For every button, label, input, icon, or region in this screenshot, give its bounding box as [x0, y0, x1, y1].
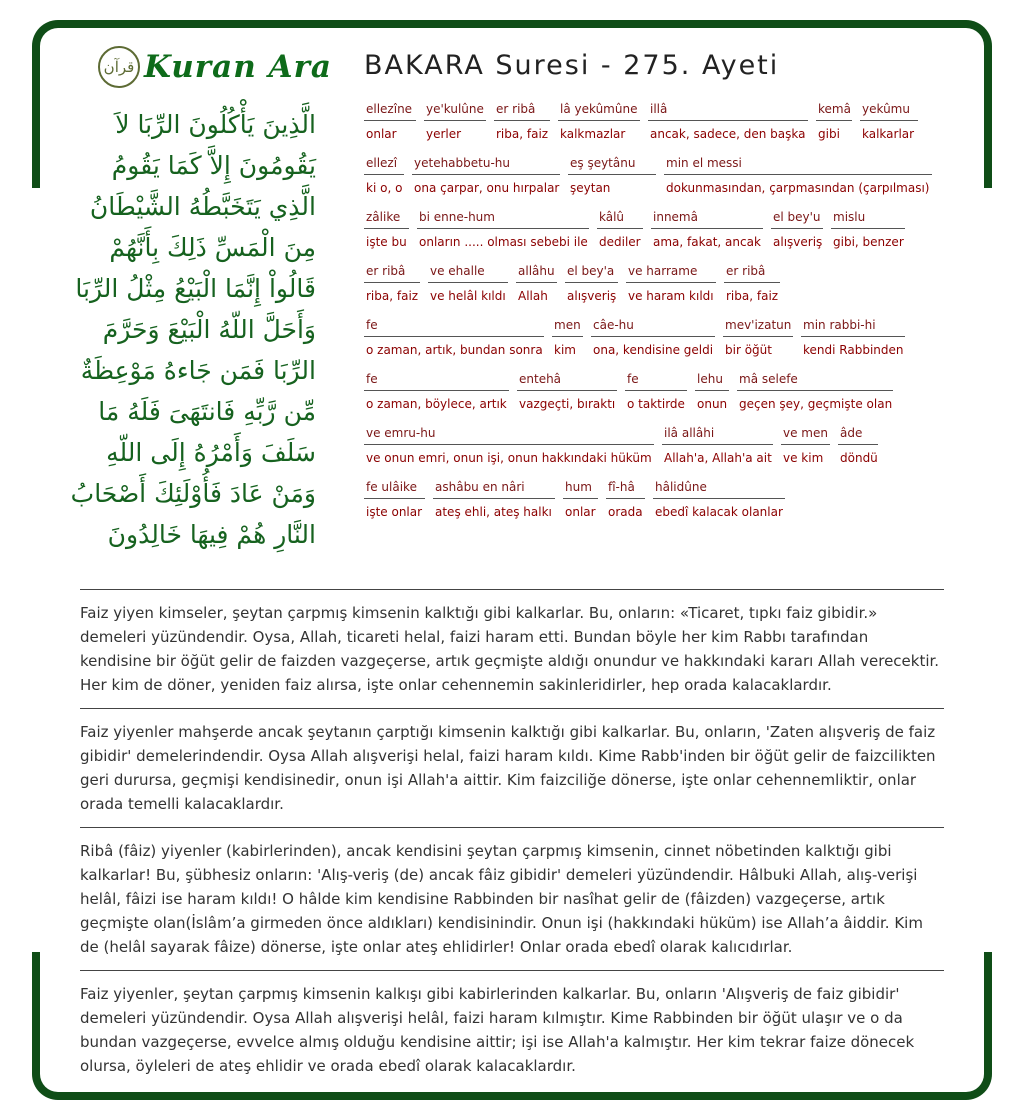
word-item[interactable]	[648, 100, 808, 141]
arabic-line: وَأَحَلَّ اللّهُ الْبَيْعَ وَحَرَّمَ	[102, 315, 316, 344]
word-meaning: işte onlar	[366, 505, 423, 519]
word-transliteration: ye'kulûne	[424, 100, 486, 121]
word-transliteration: min el messi	[664, 154, 932, 175]
word-meaning: alışveriş	[567, 289, 617, 303]
arabic-line: وَمَنْ عَادَ فَأُوْلَئِكَ أَصْحَابُ	[70, 479, 316, 508]
word-meaning: kendi Rabbinden	[803, 343, 904, 357]
word-item[interactable]	[558, 100, 640, 141]
word-transliteration: lâ yekûmûne	[558, 100, 640, 121]
word-transliteration: zâlike	[364, 208, 409, 229]
word-transliteration: fî-hâ	[606, 478, 645, 499]
word-item[interactable]	[412, 154, 560, 195]
word-item[interactable]	[364, 208, 409, 249]
word-meaning: Allah	[518, 289, 548, 303]
word-meaning: ve helâl kıldı	[430, 289, 506, 303]
arabic-line: الَّذِي يَتَخَبَّطُهُ الشَّيْطَانُ	[89, 192, 316, 221]
word-row	[364, 478, 964, 519]
word-transliteration: kâlû	[597, 208, 643, 229]
arabic-line: الَّذِينَ يَأْكُلُونَ الرِّبَا لاَ	[115, 110, 316, 139]
word-transliteration: er ribâ	[364, 262, 420, 283]
word-item[interactable]	[364, 262, 420, 303]
word-transliteration: ve men	[781, 424, 830, 445]
arabic-line: قَالُواْ إِنَّمَا الْبَيْعُ مِثْلُ الرِّبَا	[75, 274, 316, 303]
word-transliteration: ve harrame	[626, 262, 716, 283]
word-meaning: ona, kendisine geldi	[593, 343, 714, 357]
word-item[interactable]	[364, 370, 509, 411]
word-meaning: ateş ehli, ateş halkı	[435, 505, 552, 519]
word-meaning: ancak, sadece, den başka	[650, 127, 806, 141]
word-item[interactable]	[662, 424, 773, 465]
word-transliteration: mâ selefe	[737, 370, 893, 391]
arabic-line: مِنَ الْمَسِّ ذَلِكَ بِأَنَّهُمْ	[109, 233, 316, 262]
word-item[interactable]	[517, 370, 617, 411]
arabic-line: يَقُومُونَ إِلاَّ كَمَا يَقُومُ	[111, 151, 316, 180]
word-transliteration: ve emru-hu	[364, 424, 654, 445]
word-meaning: onlar	[565, 505, 596, 519]
word-transliteration: hâlidûne	[653, 478, 785, 499]
word-row	[364, 424, 964, 465]
word-row	[364, 316, 964, 357]
word-transliteration: kemâ	[816, 100, 852, 121]
word-meaning: bir öğüt	[725, 343, 772, 357]
word-transliteration: allâhu	[516, 262, 557, 283]
word-meaning: vazgeçti, bıraktı	[519, 397, 616, 411]
word-meaning: ama, fakat, ancak	[653, 235, 761, 249]
word-item[interactable]	[552, 316, 583, 357]
word-item[interactable]	[364, 424, 654, 465]
word-item[interactable]	[568, 154, 656, 195]
word-meaning: riba, faiz	[366, 289, 419, 303]
word-transliteration: men	[552, 316, 583, 337]
word-meaning: şeytan	[570, 181, 611, 195]
word-item[interactable]	[626, 262, 716, 303]
word-transliteration: bi enne-hum	[417, 208, 589, 229]
quran-seal-icon: قرآن	[98, 46, 140, 88]
word-meaning: işte bu	[366, 235, 407, 249]
word-transliteration: fe	[364, 370, 509, 391]
word-meaning: kalkmazlar	[560, 127, 626, 141]
word-transliteration: câe-hu	[591, 316, 715, 337]
word-meaning: alışveriş	[773, 235, 823, 249]
word-meaning: o taktirde	[627, 397, 685, 411]
translation-paragraph: Faiz yiyenler, şeytan çarpmış kimsenin kalkışı gibi kabirlerinden kalkarlar. Bu, onların 'Alışveriş de faiz gibidir' demeleri yüzündendir. Oysa Allah alışverişi helâl, faizi haram kılmıştır. Kime Rabbinden bir öğüt ulaşır ve o da bundan vazgeçerse, evvelce almış olduğu kendisine aittir; işi ise Allah'a kalmıştır. Her kim tekrar faize dönecek olursa, öyleleri de ateş ehlidir ve orada ebedî olarak kalacaklardır.	[80, 970, 944, 1089]
word-row	[364, 100, 964, 141]
word-item[interactable]	[860, 100, 918, 141]
word-meaning: ve haram kıldı	[628, 289, 714, 303]
word-meaning: orada	[608, 505, 643, 519]
word-meaning: kalkarlar	[862, 127, 915, 141]
translation-paragraph: Ribâ (fâiz) yiyenler (kabirlerinden), ancak kendisini şeytan çarpmış kimsenin, cinnet nöbetinden kalktığı gibi kalkarlar! Bu, şübhesiz onların: 'Alış-veriş (de) ancak fâiz gibidir' demeleri yüzündendir. Hâlbuki Allah, alış-verişi helâl, fâizi ise haram kıldı! O hâlde kim kendisine Rabbinden bir nasîhat gelir de (fâizden) vazgeçerse, artık geçmişte olan(İslâm’a girmeden önce aldıkları) kendisinindir. Onun işi (hakkındaki hüküm) ise Allah’a âiddir. Kim de (helâl sayarak fâize) dönerse, işte onlar ateş ehlidirler! Onlar orada ebedî olarak kalıcıdırlar.	[80, 827, 944, 970]
word-by-word-meanings	[364, 100, 964, 532]
word-item[interactable]	[591, 316, 715, 357]
word-meaning: dediler	[599, 235, 641, 249]
word-item[interactable]	[838, 424, 878, 465]
word-meaning: kim	[554, 343, 576, 357]
translations-list	[80, 589, 944, 1089]
word-transliteration: er ribâ	[494, 100, 550, 121]
word-meaning: ebedî kalacak olanlar	[655, 505, 783, 519]
word-transliteration: min rabbi-hi	[801, 316, 905, 337]
word-meaning: riba, faiz	[496, 127, 549, 141]
word-item[interactable]	[781, 424, 830, 465]
word-transliteration: fe	[364, 316, 544, 337]
word-meaning: onun	[697, 397, 728, 411]
logo-text: Kuran Ara	[144, 49, 333, 85]
site-logo[interactable]	[98, 46, 332, 88]
word-item[interactable]	[433, 478, 555, 519]
word-transliteration: yekûmu	[860, 100, 918, 121]
word-item[interactable]	[771, 208, 823, 249]
word-transliteration: eş şeytânu	[568, 154, 656, 175]
word-item[interactable]	[737, 370, 893, 411]
word-meaning: ona çarpar, onu hırpalar	[414, 181, 560, 195]
word-meaning: Allah'a, Allah'a ait	[664, 451, 772, 465]
word-item[interactable]	[364, 154, 404, 195]
word-row	[364, 208, 964, 249]
arabic-line: الرِّبَا فَمَن جَاءهُ مَوْعِظَةٌ	[80, 356, 316, 385]
word-transliteration: hum	[563, 478, 598, 499]
word-item[interactable]	[801, 316, 905, 357]
word-meaning: gibi	[818, 127, 840, 141]
word-transliteration: ellezîne	[364, 100, 416, 121]
word-row	[364, 370, 964, 411]
word-item[interactable]	[664, 154, 932, 195]
word-transliteration: âde	[838, 424, 878, 445]
word-item[interactable]	[625, 370, 687, 411]
word-transliteration: ashâbu en nâri	[433, 478, 555, 499]
word-transliteration: illâ	[648, 100, 808, 121]
word-transliteration: mev'izatun	[723, 316, 793, 337]
word-item[interactable]	[695, 370, 729, 411]
word-meaning: onların ..... olması sebebi ile	[419, 235, 588, 249]
word-transliteration: el bey'u	[771, 208, 823, 229]
word-item[interactable]	[606, 478, 645, 519]
word-transliteration: mislu	[831, 208, 905, 229]
arabic-verse-text	[56, 104, 316, 555]
word-transliteration: yetehabbetu-hu	[412, 154, 560, 175]
word-item[interactable]	[364, 478, 425, 519]
word-item[interactable]	[565, 262, 618, 303]
arabic-line: سَلَفَ وَأَمْرُهُ إِلَى اللّهِ	[106, 438, 316, 467]
word-item[interactable]	[417, 208, 589, 249]
word-item[interactable]	[516, 262, 557, 303]
word-transliteration: er ribâ	[724, 262, 780, 283]
word-meaning: dokunmasından, çarpmasından (çarpılması)	[666, 181, 930, 195]
word-item[interactable]	[494, 100, 550, 141]
word-item[interactable]	[364, 100, 416, 141]
word-transliteration: el bey'a	[565, 262, 618, 283]
word-transliteration: ilâ allâhi	[662, 424, 773, 445]
word-item[interactable]	[831, 208, 905, 249]
word-meaning: ve kim	[783, 451, 824, 465]
page-title: BAKARA Suresi - 275. Ayeti	[364, 50, 780, 81]
word-meaning: ki o, o	[366, 181, 403, 195]
word-meaning: döndü	[840, 451, 878, 465]
translation-paragraph: Faiz yiyen kimseler, şeytan çarpmış kimsenin kalktığı gibi kalkarlar. Bu, onların: «Ticaret, tıpkı faiz gibidir.» demeleri yüzündendir. Oysa, Allah, ticareti helal, faizi haram etti. Bundan böyle her kim Rabbı tarafından kendisine bir öğüt gelir de faizden vazgeçerse, artık geçmişte aldığı onundur ve hakkındaki kararı Allah verecektir. Her kim de döner, yeniden faiz alırsa, işte onlar cehennemin sakinleridirler, hep orada kalacaklardır.	[80, 589, 944, 708]
word-item[interactable]	[428, 262, 508, 303]
word-transliteration: entehâ	[517, 370, 617, 391]
word-item[interactable]	[651, 208, 763, 249]
word-meaning: riba, faiz	[726, 289, 779, 303]
word-transliteration: fe	[625, 370, 687, 391]
word-meaning: geçen şey, geçmişte olan	[739, 397, 893, 411]
word-transliteration: ellezî	[364, 154, 404, 175]
word-item[interactable]	[424, 100, 486, 141]
word-meaning: ve onun emri, onun işi, onun hakkındaki hüküm	[366, 451, 652, 465]
arabic-line: مِّن رَّبِّهِ فَانتَهَىَ فَلَهُ مَا	[98, 397, 316, 426]
word-transliteration: fe ulâike	[364, 478, 425, 499]
word-meaning: onlar	[366, 127, 397, 141]
word-row	[364, 262, 964, 303]
word-item[interactable]	[597, 208, 643, 249]
word-meaning: yerler	[426, 127, 462, 141]
word-transliteration: ve ehalle	[428, 262, 508, 283]
word-meaning: o zaman, böylece, artık	[366, 397, 507, 411]
word-item[interactable]	[723, 316, 793, 357]
word-item[interactable]	[724, 262, 780, 303]
word-item[interactable]	[653, 478, 785, 519]
word-transliteration: lehu	[695, 370, 729, 391]
translation-paragraph: Faiz yiyenler mahşerde ancak şeytanın çarptığı kimsenin kalktığı gibi kalkarlar. Bu, onların, 'Zaten alışveriş de faiz gibidir' demelerindendir. Oysa Allah alışverişi helal, faizi haram kıldı. Kime Rabb'inden bir öğüt gelir de faizcilikten geri durursa, geçmişi kendisinedir, onun işi Allah'a aittir. Kim faizciliğe dönerse, işte onlar cehennemliktir, onlar orada temelli kalacaklardır.	[80, 708, 944, 827]
word-item[interactable]	[563, 478, 598, 519]
word-item[interactable]	[816, 100, 852, 141]
word-item[interactable]	[364, 316, 544, 357]
word-transliteration: innemâ	[651, 208, 763, 229]
word-meaning: gibi, benzer	[833, 235, 904, 249]
arabic-line: النَّارِ هُمْ فِيهَا خَالِدُونَ	[107, 520, 316, 549]
word-meaning: o zaman, artık, bundan sonra	[366, 343, 543, 357]
word-row	[364, 154, 964, 195]
